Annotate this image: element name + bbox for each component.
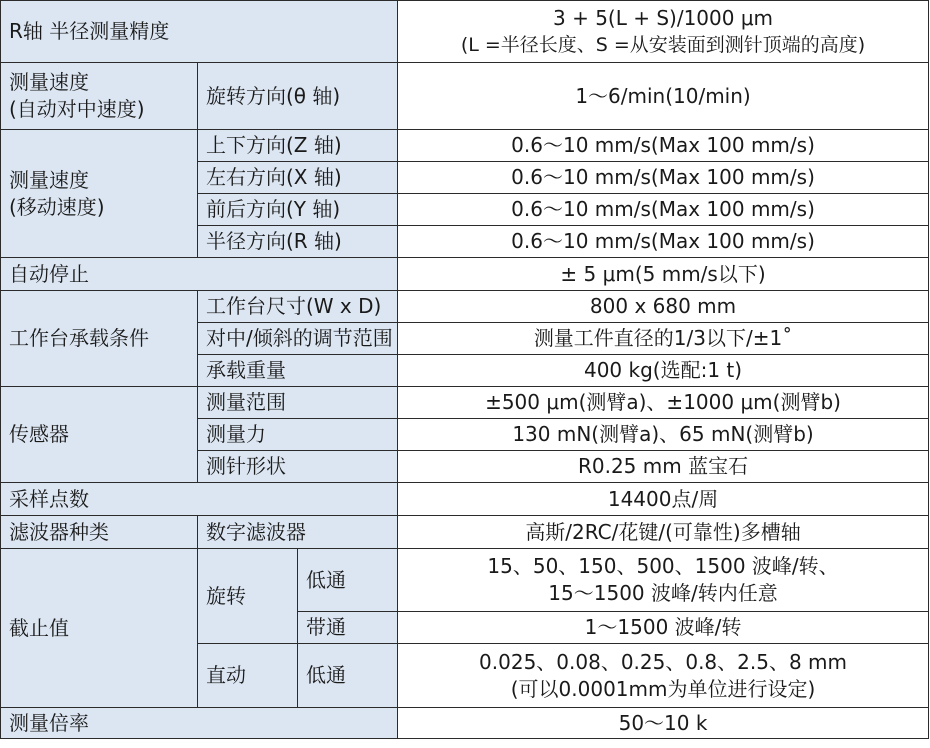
label-r-axis-precision: R轴 半径测量精度 [1,1,398,63]
value-linear-lowpass [398,644,929,708]
sublabel-x-axis: 左右方向(X 轴) [198,162,398,194]
value-magnification: 50～10 k [398,708,929,739]
sublabel-r-axis: 半径方向(R 轴) [198,226,398,258]
label-auto-stop: 自动停止 [1,258,398,291]
row-table-size [1,291,929,323]
label-filter-types: 滤波器种类 [1,516,198,549]
sublabel-rotation-bandpass: 带通 [298,612,398,644]
value-table-size: 800 x 680 mm [398,291,929,323]
value-r-axis-precision-formula: 3 + 5(L + S)/1000 μm [553,5,774,30]
label-table-load: 工作台承载条件 [1,291,198,387]
value-rotation-lowpass-line2: 15～1500 波峰/转内任意 [548,581,778,605]
sublabel-z-axis: 上下方向(Z 轴) [198,130,398,162]
value-r-axis-precision-note: (L =半径长度、S =从安装面到测针顶端的高度) [460,33,866,56]
row-measuring-range [1,387,929,419]
sublabel-rotation-lowpass: 低通 [298,549,398,612]
value-x-axis-speed: 0.6～10 mm/s(Max 100 mm/s) [398,162,929,194]
label-move-speed-line2: (移动速度) [9,194,105,219]
sublabel-table-size: 工作台尺寸(W x D) [198,291,398,323]
label-magnification: 测量倍率 [1,708,398,739]
sublabel-rotation-direction: 旋转方向(θ 轴) [198,63,398,130]
row-cutoff-rotation-lowpass [1,549,929,612]
label-centering-speed-line2: (自动对中速度) [9,97,145,121]
row-move-speed-z [1,130,929,162]
value-r-axis-precision [398,1,929,63]
label-centering-speed-line1: 测量速度 [9,70,89,94]
row-r-axis-precision [1,1,929,63]
value-rotation-lowpass-line1: 15、50、150、500、1500 波峰/转、 [487,554,839,578]
value-z-axis-speed: 0.6～10 mm/s(Max 100 mm/s) [398,130,929,162]
label-sensor: 传感器 [1,387,198,483]
value-measuring-range: ±500 μm(测臂a)、±1000 μm(测臂b) [398,387,929,419]
sublabel-y-axis: 前后方向(Y 轴) [198,194,398,226]
sublabel-linear: 直动 [198,644,298,708]
value-rotation-bandpass: 1～1500 波峰/转 [398,612,929,644]
label-move-speed-line1: 测量速度 [9,167,89,192]
value-centering-speed: 1～6/min(10/min) [398,63,929,130]
row-auto-stop [1,258,929,291]
value-rotation-lowpass [398,549,929,612]
value-filter-types: 高斯/2RC/花键/(可靠性)多槽轴 [398,516,929,549]
value-load-weight: 400 kg(选配:1 t) [398,355,929,387]
label-sampling-points: 采样点数 [1,483,398,516]
sublabel-measuring-range: 测量范围 [198,387,398,419]
sublabel-load-weight: 承载重量 [198,355,398,387]
row-centering-speed [1,63,929,130]
label-move-speed [1,130,198,258]
label-centering-speed [1,63,198,130]
sublabel-stylus-shape: 测针形状 [198,451,398,483]
value-r-axis-speed: 0.6～10 mm/s(Max 100 mm/s) [398,226,929,258]
value-sampling-points: 14400点/周 [398,483,929,516]
value-adjust-range: 测量工件直径的1/3以下/±1˚ [398,323,929,355]
sublabel-digital-filter: 数字滤波器 [198,516,398,549]
value-y-axis-speed: 0.6～10 mm/s(Max 100 mm/s) [398,194,929,226]
value-auto-stop: ± 5 μm(5 mm/s以下) [398,258,929,291]
row-sampling-points [1,483,929,516]
sublabel-measuring-force: 测量力 [198,419,398,451]
row-magnification [1,708,929,739]
sublabel-linear-lowpass: 低通 [298,644,398,708]
value-stylus-shape: R0.25 mm 蓝宝石 [398,451,929,483]
sublabel-rotation: 旋转 [198,549,298,644]
row-filter-types [1,516,929,549]
sublabel-adjust-range: 对中/倾斜的调节范围 [198,323,398,355]
value-linear-lowpass-line1: 0.025、0.08、0.25、0.8、2.5、8 mm [479,649,848,674]
value-linear-lowpass-line2: (可以0.0001mm为单位进行设定) [510,676,816,701]
label-cutoff: 截止值 [1,549,198,708]
value-measuring-force: 130 mN(测臂a)、65 mN(测臂b) [398,419,929,451]
